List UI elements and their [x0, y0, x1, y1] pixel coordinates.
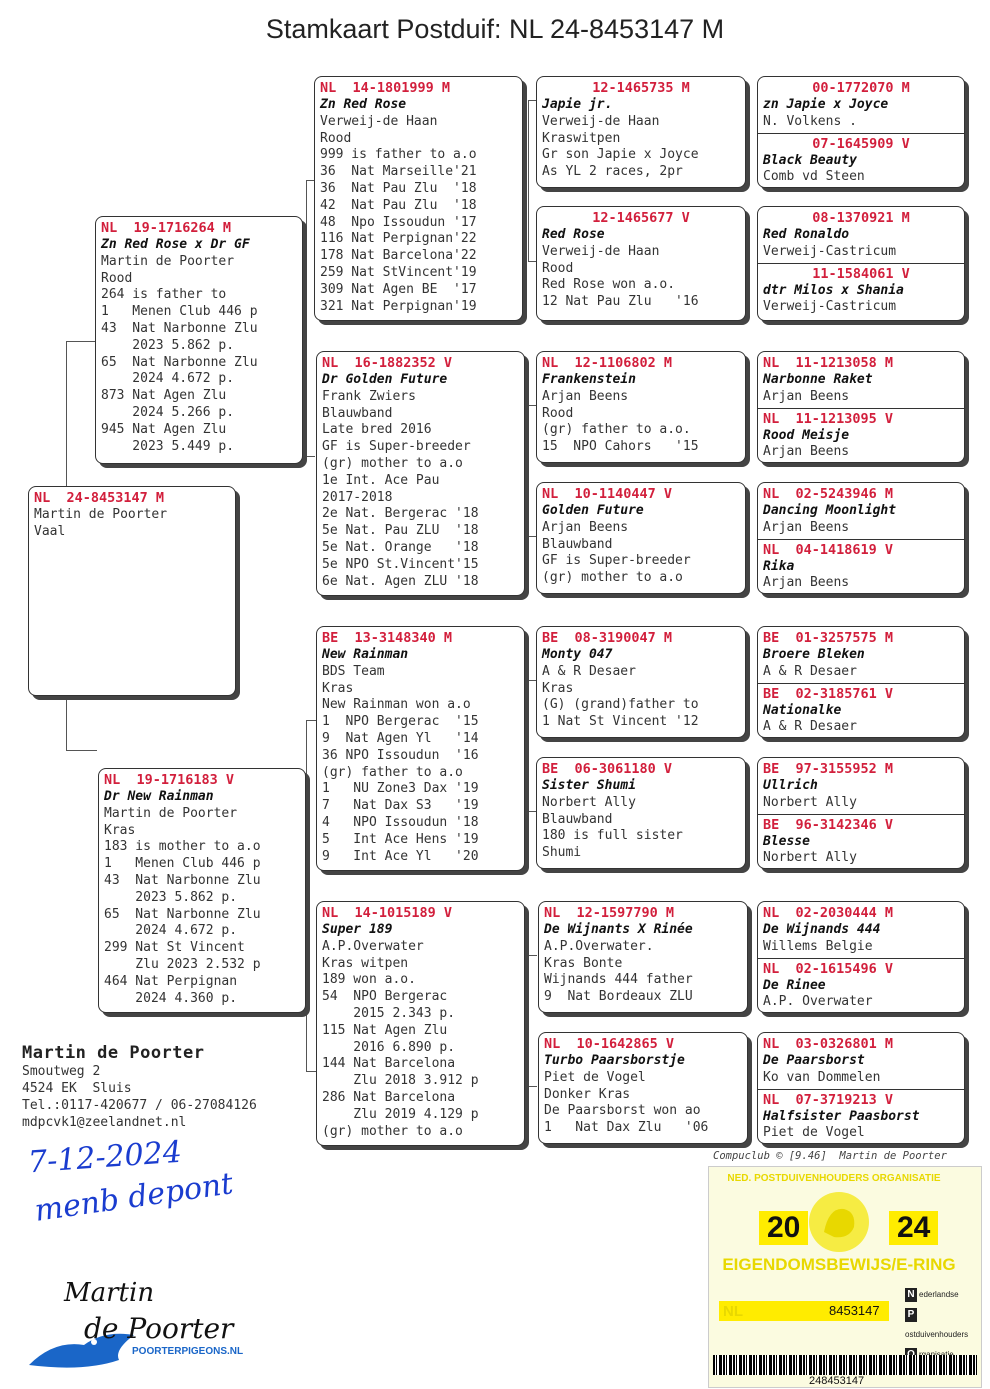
info-line: Norbert Ally: [763, 850, 857, 866]
pigeon-name: Halfsister Paasborst: [763, 1108, 920, 1124]
info-line: 54 NPO Bergerac: [322, 989, 448, 1005]
info-line: Willems Belgie: [763, 938, 873, 954]
father-card: [95, 216, 303, 464]
info-line: 2e Nat. Bergerac '18: [322, 506, 479, 522]
info-line: 9 Nat Agen Yl '14: [322, 730, 479, 746]
pigeon-name: De Rinee: [763, 977, 826, 993]
logo-line-1: Martin: [64, 1278, 155, 1308]
barcode: [713, 1355, 977, 1375]
grandparent-card: [316, 351, 525, 596]
info-line: 259 Nat StVincent'19: [320, 264, 477, 280]
info-line: Martin de Poorter: [104, 805, 238, 821]
pigeon-name: Rika: [763, 558, 795, 574]
info-line: Kras: [322, 680, 354, 696]
pigeon-name: Turbo Paarsborstje: [544, 1053, 685, 1068]
ring-number: 08-1370921 M: [812, 210, 910, 226]
info-line: Verweij-de Haan: [542, 113, 660, 129]
info-line: 144 Nat Barcelona: [322, 1056, 456, 1072]
info-line: Verweij-Castricum: [763, 243, 897, 259]
info-line: 42 Nat Pau Zlu '18: [320, 197, 477, 213]
owner-city: 4524 EK Sluis: [22, 1081, 132, 1096]
info-line: 873 Nat Agen Zlu: [101, 388, 227, 404]
ring-number: NL 14-1015189 V: [322, 905, 453, 921]
info-line: 36 Nat Marseille'21: [320, 164, 477, 180]
connector: [528, 955, 537, 1087]
great-grandparent-card: [536, 206, 746, 321]
info-line: Kraswitpen: [542, 130, 621, 146]
info-line: 180 is full sister: [542, 828, 683, 844]
info-line: Rood: [542, 260, 574, 276]
info-line: Zlu 2018 3.912 p: [322, 1073, 479, 1089]
great-grandparent-card: [538, 901, 748, 1013]
fourth-generation-pair: [757, 1032, 965, 1144]
info-line: Frank Zwiers: [322, 388, 416, 404]
info-line: 2024 4.672 p.: [104, 923, 238, 939]
info-line: GF is Super-breeder: [322, 439, 471, 455]
info-line: Arjan Beens: [542, 388, 629, 404]
fourth-generation-pair: [757, 351, 965, 463]
info-line: Red Rose won a.o.: [542, 277, 676, 293]
pigeon-name: dtr Milos x Shania: [763, 282, 904, 298]
ring-number: NL 02-5243946 M: [763, 486, 894, 502]
ring-number: NL 14-1801999 M: [320, 80, 451, 96]
info-line: Ko van Dommelen: [763, 1069, 881, 1085]
lion-emblem-icon: [804, 1187, 874, 1257]
certificate-year-right: 24: [889, 1211, 938, 1245]
info-line: Arjan Beens: [763, 575, 850, 591]
info-line: 2023 5.449 p.: [101, 438, 235, 454]
ring-number: BE 96-3142346 V: [763, 816, 894, 833]
info-line: (gr) father to a.o: [322, 764, 463, 780]
mother-card: [98, 768, 306, 1013]
info-line: Kras: [104, 822, 136, 838]
ring-number: NL 19-1716264 M: [101, 220, 232, 236]
info-line: 1 NPO Bergerac '15: [322, 714, 479, 730]
owner-email: mdpcvk1@zeelandnet.nl: [22, 1115, 187, 1130]
ring-number: NL 02-2030444 M: [763, 905, 894, 921]
certificate-ring-number: 8453147: [829, 1303, 880, 1318]
info-line: 2023 5.862 p.: [101, 337, 235, 353]
info-line: Blauwband: [322, 405, 393, 421]
info-line: 2024 4.360 p.: [104, 990, 238, 1006]
info-line: Zlu 2023 2.532 p: [104, 956, 261, 972]
info-line: 2024 4.672 p.: [101, 371, 235, 387]
great-grandparent-card: [538, 1032, 748, 1144]
info-line: Blauwband: [542, 811, 613, 827]
great-grandparent-card: [536, 351, 746, 463]
grandparent-card: [316, 901, 525, 1146]
info-line: 2023 5.862 p.: [104, 889, 238, 905]
info-line: Verweij-de Haan: [542, 243, 660, 259]
logo-url: POORTERPIGEONS.NL: [132, 1346, 244, 1357]
info-line: GF is Super-breeder: [542, 553, 691, 569]
info-line: 999 is father to a.o: [320, 147, 477, 163]
info-line: 286 Nat Barcelona: [322, 1089, 456, 1105]
ring-number: NL 02-1615496 V: [763, 960, 894, 977]
fourth-generation-pair: [757, 757, 965, 869]
owner-street: Smoutweg 2: [22, 1064, 101, 1079]
info-line: BDS Team: [322, 663, 385, 679]
info-line: A & R Desaer: [763, 719, 857, 735]
info-line: Late bred 2016: [322, 422, 432, 438]
info-line: Kras witpen: [322, 955, 409, 971]
great-grandparent-card: [536, 757, 746, 869]
ring-number: NL 11-1213058 M: [763, 355, 894, 371]
info-line: Arjan Beens: [763, 444, 850, 460]
pigeon-name: Japie jr.: [542, 97, 613, 112]
info-line: Verweij-Castricum: [763, 299, 897, 315]
ring-number: NL 07-3719213 V: [763, 1091, 894, 1108]
npo-logo: N ederlandse Postduivenhouders: [905, 1285, 981, 1365]
fourth-generation-pair: [757, 626, 965, 738]
info-line: Shumi: [542, 845, 582, 861]
info-line: 5e Nat. Orange '18: [322, 539, 479, 555]
info-line: (gr) mother to a.o: [542, 570, 683, 586]
info-line: Gr son Japie x Joyce: [542, 147, 699, 163]
info-line: 183 is mother to a.o: [104, 839, 261, 855]
pigeon-name: De Wijnants X Rinée: [544, 922, 693, 937]
info-line: 9 Int Ace Yl '20: [322, 848, 479, 864]
info-line: 116 Nat Perpignan'22: [320, 231, 477, 247]
info-line: Wijnands 444 father: [544, 972, 693, 988]
brand-logo: [24, 1270, 244, 1380]
ring-number: BE 01-3257575 M: [763, 630, 894, 646]
info-line: 36 Nat Pau Zlu '18: [320, 180, 477, 196]
info-line: New Rainman won a.o: [322, 697, 471, 713]
info-line: 309 Nat Agen BE '17: [320, 281, 477, 297]
info-line: Piet de Vogel: [763, 1125, 865, 1141]
info-line: 36 NPO Issoudun '16: [322, 747, 479, 763]
ring-number: BE 06-3061180 V: [542, 761, 673, 777]
info-line: 1 Nat St Vincent '12: [542, 714, 699, 730]
pigeon-name: Narbonne Raket: [763, 372, 873, 387]
info-line: 43 Nat Narbonne Zlu: [104, 872, 261, 888]
info-line: Rood: [542, 405, 574, 421]
info-line: Verweij-de Haan: [320, 113, 438, 129]
ownership-certificate: [708, 1166, 982, 1388]
info-line: (gr) mother to a.o: [322, 455, 463, 471]
info-line: Rood: [320, 130, 352, 146]
info-line: Martin de Poorter: [34, 507, 168, 522]
info-line: 65 Nat Narbonne Zlu: [104, 906, 261, 922]
info-line: 6e Nat. Agen ZLU '18: [322, 573, 479, 589]
pigeon-name: Red Ronaldo: [763, 227, 850, 242]
pigeon-name: Sister Shumi: [542, 778, 636, 793]
info-line: 2017-2018: [322, 489, 393, 505]
info-line: Martin de Poorter: [101, 253, 235, 269]
pair-divider: [758, 133, 964, 187]
ring-number: BE 13-3148340 M: [322, 630, 453, 646]
npo-line: ederlandse: [919, 1290, 959, 1299]
info-line: 2016 6.890 p.: [322, 1039, 456, 1055]
info-line: 1 Menen Club 446 p: [104, 856, 261, 872]
grandparent-card: [316, 626, 525, 871]
info-line: 4 NPO Issoudun '18: [322, 814, 479, 830]
certificate-title: EIGENDOMSBEWIJS/E-RING: [722, 1255, 956, 1274]
ring-number: NL 10-1140447 V: [542, 486, 673, 502]
info-line: A.P.Overwater: [322, 938, 424, 954]
info-line: Blauwband: [542, 536, 613, 552]
info-line: De Paarsborst won ao: [544, 1103, 701, 1119]
pair-divider: [758, 1089, 964, 1143]
info-line: 264 is father to: [101, 287, 227, 303]
ring-number: 07-1645909 V: [812, 135, 910, 152]
info-line: 5 Int Ace Hens '19: [322, 831, 479, 847]
fourth-generation-pair: [757, 482, 965, 594]
great-grandparent-card: [536, 76, 746, 188]
npo-line: ostduivenhouders: [905, 1330, 969, 1339]
pair-divider: [758, 408, 964, 462]
info-line: Arjan Beens: [763, 388, 850, 404]
info-line: 1 NU Zone3 Dax '19: [322, 781, 479, 797]
pair-divider: [758, 539, 964, 593]
handwritten-date: 7-12-2024: [26, 1134, 183, 1181]
certificate-country: NL: [723, 1303, 743, 1320]
info-line: 5e Nat. Pau ZLU '18: [322, 523, 479, 539]
pair-divider: [758, 814, 964, 868]
info-line: 12 Nat Pau Zlu '16: [542, 294, 699, 310]
info-line: 15 NPO Cahors '15: [542, 439, 699, 455]
info-line: 178 Nat Barcelona'22: [320, 248, 477, 264]
info-line: Kras Bonte: [544, 955, 623, 971]
info-line: 65 Nat Narbonne Zlu: [101, 354, 258, 370]
info-line: Norbert Ally: [542, 794, 636, 810]
info-line: 115 Nat Agen Zlu: [322, 1022, 448, 1038]
ring-number: NL 12-1597790 M: [544, 905, 675, 921]
pigeon-name: zn Japie x Joyce: [763, 97, 889, 112]
grandparent-card: [314, 76, 523, 321]
info-line: 1 Menen Club 446 p: [101, 304, 258, 320]
pigeon-name: Nationalke: [763, 702, 842, 718]
info-line: 48 Npo Issoudun '17: [320, 214, 477, 230]
pigeon-name: Dancing Moonlight: [763, 503, 897, 518]
info-line: As YL 2 races, 2pr: [542, 164, 683, 180]
info-line: 299 Nat St Vincent: [104, 940, 245, 956]
pigeon-name: Dr New Rainman: [104, 789, 214, 804]
ring-number: NL 24-8453147 M: [34, 490, 165, 506]
ring-number: NL 12-1106802 M: [542, 355, 673, 371]
info-line: (G) (grand)father to: [542, 697, 699, 713]
info-line: N. Volkens .: [763, 113, 857, 129]
pigeon-name: Golden Future: [542, 503, 644, 518]
info-line: (gr) mother to a.o: [322, 1123, 463, 1139]
info-line: Kras: [542, 680, 574, 696]
certificate-year-left: 20: [759, 1211, 808, 1245]
pair-divider: [758, 958, 964, 1012]
ring-number: NL 19-1716183 V: [104, 772, 235, 788]
pigeon-name: Rood Meisje: [763, 427, 850, 443]
info-line: A & R Desaer: [763, 663, 857, 679]
ring-number: NL 10-1642865 V: [544, 1036, 675, 1052]
pigeon-name: Red Rose: [542, 227, 605, 242]
info-line: 9 Nat Bordeaux ZLU: [544, 989, 693, 1005]
info-line: A & R Desaer: [542, 663, 636, 679]
fourth-generation-pair: [757, 901, 965, 1013]
owner-name: Martin de Poorter: [22, 1043, 205, 1063]
info-line: 189 won a.o.: [322, 972, 416, 988]
info-line: Donker Kras: [544, 1086, 631, 1102]
ring-number: NL 11-1213095 V: [763, 410, 894, 427]
ring-number: 00-1772070 M: [812, 80, 910, 96]
info-line: 5e NPO St.Vincent'15: [322, 556, 479, 572]
barcode-number: 248453147: [809, 1375, 865, 1387]
pigeon-name: New Rainman: [322, 647, 409, 662]
logo-line-2: de Poorter: [84, 1312, 234, 1345]
info-line: 7 Nat Dax S3 '19: [322, 798, 479, 814]
pigeon-name: Super 189: [322, 922, 393, 937]
pair-divider: [758, 683, 964, 737]
ring-number: BE 97-3155952 M: [763, 761, 894, 777]
handwritten-note: menb depont: [32, 1166, 236, 1229]
pigeon-name: De Paarsborst: [763, 1053, 865, 1068]
info-line: Piet de Vogel: [544, 1069, 646, 1085]
info-line: Vaal: [34, 523, 66, 539]
fourth-generation-pair: [757, 206, 965, 321]
info-line: 2024 5.266 p.: [101, 404, 235, 420]
compuclub-footer: Compuclub © [9.46] Martin de Poorter: [713, 1150, 947, 1162]
page-title: Stamkaart Postduif: NL 24-8453147 M: [265, 14, 725, 44]
pigeon-name: Zn Red Rose x Dr GF: [101, 237, 250, 252]
great-grandparent-card: [536, 626, 746, 738]
info-line: (gr) father to a.o.: [542, 422, 691, 438]
info-line: 43 Nat Narbonne Zlu: [101, 320, 258, 336]
ring-number: NL 16-1882352 V: [322, 355, 453, 371]
ring-number: 12-1465735 M: [592, 80, 690, 96]
ring-number: 11-1584061 V: [812, 265, 910, 282]
pigeon-name: Blesse: [763, 833, 810, 849]
info-line: Arjan Beens: [542, 519, 629, 535]
info-line: Zlu 2019 4.129 p: [322, 1106, 479, 1122]
great-grandparent-card: [536, 482, 746, 594]
fourth-generation-pair: [757, 76, 965, 188]
pigeon-name: Monty 047: [542, 647, 613, 662]
pigeon-name: Black Beauty: [763, 152, 857, 168]
subject-card: [28, 486, 236, 696]
info-line: 321 Nat Perpignan'19: [320, 298, 477, 314]
pigeon-name: Broere Bleken: [763, 647, 865, 662]
info-line: 2015 2.343 p.: [322, 1005, 456, 1021]
pigeon-name: Ullrich: [763, 778, 818, 793]
info-line: Arjan Beens: [763, 519, 850, 535]
pair-divider: [758, 263, 964, 317]
info-line: Norbert Ally: [763, 794, 857, 810]
info-line: A.P. Overwater: [763, 994, 873, 1010]
pigeon-name: Frankenstein: [542, 372, 636, 387]
info-line: 1 Nat Dax Zlu '06: [544, 1120, 709, 1136]
info-line: A.P.Overwater.: [544, 938, 654, 954]
owner-phone: Tel.:0117-420677 / 06-27084126: [22, 1098, 257, 1113]
ring-number: NL 04-1418619 V: [763, 541, 894, 558]
ring-number: BE 02-3185761 V: [763, 685, 894, 702]
info-line: 1e Int. Ace Pau: [322, 472, 440, 488]
info-line: Comb vd Steen: [763, 169, 865, 185]
info-line: Rood: [101, 270, 133, 286]
owner-info: [22, 1043, 257, 1131]
ring-number: NL 03-0326801 M: [763, 1036, 894, 1052]
ring-number: 12-1465677 V: [592, 210, 690, 226]
pigeon-name: De Wijnands 444: [763, 922, 881, 937]
pigeon-name: Zn Red Rose: [320, 97, 407, 112]
pigeon-name: Dr Golden Future: [322, 372, 448, 387]
ring-number: BE 08-3190047 M: [542, 630, 673, 646]
info-line: 945 Nat Agen Zlu: [101, 421, 227, 437]
info-line: 464 Nat Perpignan: [104, 973, 238, 989]
certificate-org: NED. POSTDUIVENHOUDERS ORGANISATIE: [727, 1173, 941, 1184]
